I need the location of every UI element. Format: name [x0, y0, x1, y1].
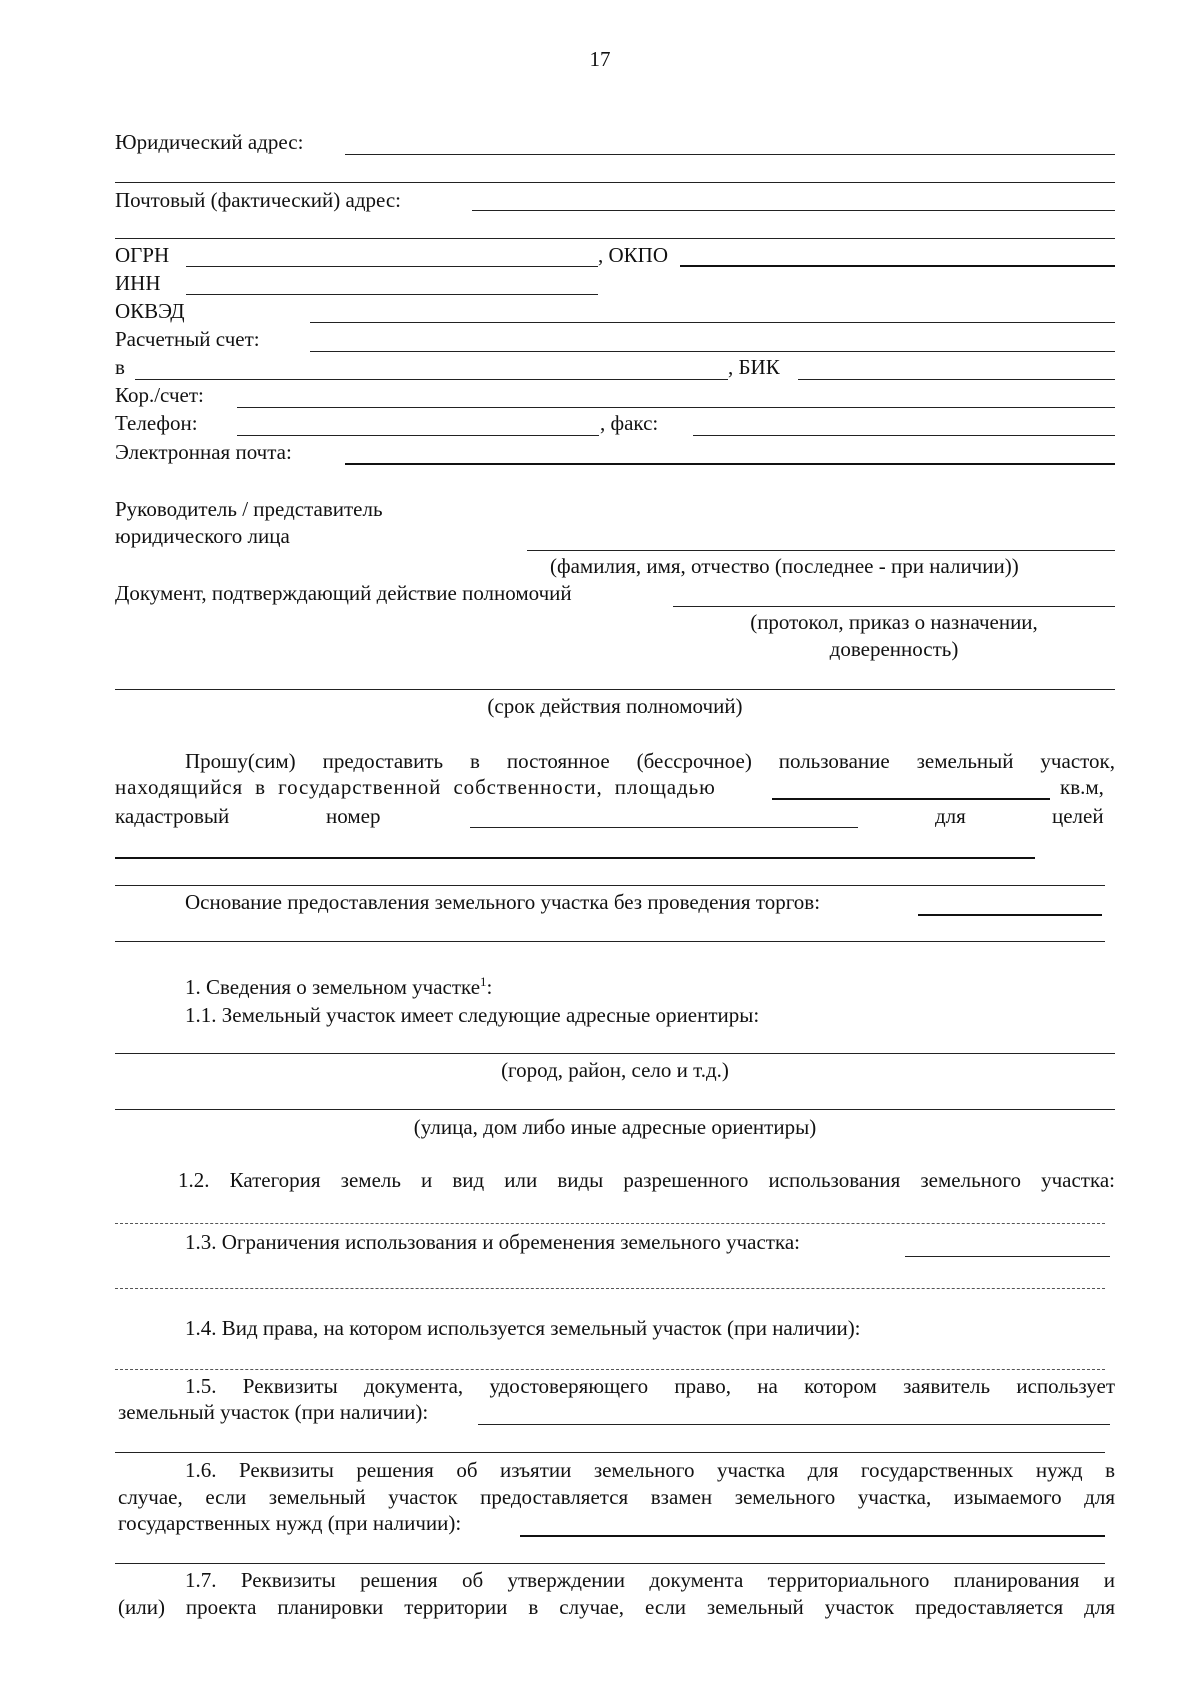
ogrn-line[interactable]: [186, 266, 598, 267]
corr-account-line[interactable]: [237, 407, 1115, 408]
city-line[interactable]: [115, 1053, 1115, 1054]
section-1-title: [185, 975, 492, 999]
ogrn-label: ОГРН: [115, 243, 170, 267]
legal-address-line[interactable]: [345, 154, 1115, 155]
section-1-4: 1.4. Вид права, на котором используется земельный участок (при наличии):: [185, 1316, 861, 1340]
phone-label: Телефон:: [115, 411, 198, 435]
postal-address-line[interactable]: [472, 210, 1115, 211]
section-1-2: 1.2. Категория земель и вид или виды разрешенного использования земельного участка:: [178, 1168, 1115, 1192]
basis-line[interactable]: [918, 914, 1102, 916]
authority-doc-label: Документ, подтверждающий действие полномочий: [115, 581, 572, 605]
legal-address-label: Юридический адрес:: [115, 130, 304, 154]
section-1-6-line-3: государственных нужд (при наличии):: [118, 1511, 462, 1535]
bank-label: в: [115, 355, 125, 379]
basis-label: Основание предоставления земельного участка без проведения торгов:: [185, 890, 821, 914]
request-line-1: Прошу(сим) предоставить в постоянное (бессрочное) пользование земельный участок,: [185, 749, 1115, 773]
authority-doc-hint-1: (протокол, приказ о назначении,: [750, 610, 1038, 634]
section-1-7-line-2: (или) проекта планировки территории в случае, если земельный участок предоставляется для: [118, 1595, 1115, 1619]
city-hint: (город, район, село и т.д.): [501, 1058, 729, 1082]
email-label: Электронная почта:: [115, 440, 292, 464]
area-line[interactable]: [772, 798, 1050, 800]
section-1-4-line[interactable]: [115, 1369, 1105, 1370]
section-1-1: 1.1. Земельный участок имеет следующие адресные ориентиры:: [185, 1003, 760, 1027]
section-1-3-line-2[interactable]: [115, 1288, 1105, 1289]
representative-name-hint: (фамилия, имя, отчество (последнее - при наличии)): [550, 554, 1019, 578]
cadastral-label: кадастровый: [115, 804, 230, 828]
purpose-line[interactable]: [115, 857, 1035, 859]
section-1-5-line-1: 1.5. Реквизиты документа, удостоверяющего право, на котором заявитель использует: [185, 1374, 1115, 1398]
representative-label-1: Руководитель / представитель: [115, 497, 383, 521]
bank-line[interactable]: [135, 379, 728, 380]
area-unit: кв.м,: [1060, 775, 1104, 799]
postal-address-line-2[interactable]: [115, 238, 1115, 239]
purpose-label: целей: [1052, 804, 1104, 828]
section-1-title-text: 1. Сведения о земельном участке: [185, 975, 481, 999]
request-line-2-text: находящийся в государственной собственности, площадью: [115, 775, 716, 799]
street-line[interactable]: [115, 1109, 1115, 1110]
section-1-3-line[interactable]: [905, 1256, 1110, 1257]
section-1-2-line[interactable]: [115, 1223, 1105, 1224]
street-hint: (улица, дом либо иные адресные ориентиры): [413, 1115, 817, 1139]
basis-line-2[interactable]: [115, 941, 1105, 942]
representative-label-2: юридического лица: [115, 524, 290, 548]
for-label: для: [935, 804, 966, 828]
section-1-5-field-line[interactable]: [478, 1424, 1110, 1425]
section-1-7-line-1: 1.7. Реквизиты решения об утверждении документа территориального планирования и: [185, 1568, 1115, 1592]
authority-doc-hint-2: доверенность): [829, 637, 959, 661]
purpose-line-2[interactable]: [115, 885, 1105, 886]
representative-name-line[interactable]: [527, 550, 1115, 551]
legal-address-line-2[interactable]: [115, 182, 1115, 183]
phone-line[interactable]: [237, 435, 599, 436]
fax-label: , факс:: [600, 411, 659, 435]
cadastral-number-line[interactable]: [470, 827, 858, 828]
okved-line[interactable]: [310, 322, 1115, 323]
section-1-6-field-line[interactable]: [520, 1535, 1105, 1537]
okved-label: ОКВЭД: [115, 299, 185, 323]
okpo-label: , ОКПО: [598, 243, 669, 267]
section-1-5-line-3[interactable]: [115, 1452, 1105, 1453]
authority-term-line[interactable]: [115, 689, 1115, 690]
okpo-line[interactable]: [680, 265, 1115, 267]
authority-term-hint: (срок действия полномочий): [487, 694, 743, 718]
number-label: номер: [326, 804, 381, 828]
section-1-3: 1.3. Ограничения использования и обременения земельного участка:: [185, 1230, 801, 1254]
request-line-2: [115, 775, 1115, 799]
section-1-6-line-2: случае, если земельный участок предоставляется взамен земельного участка, изымаемого для: [118, 1485, 1115, 1509]
corr-account-label: Кор./счет:: [115, 383, 204, 407]
section-1-5-line-2: земельный участок (при наличии):: [118, 1400, 429, 1424]
email-line[interactable]: [345, 463, 1115, 465]
authority-doc-line[interactable]: [673, 606, 1115, 607]
section-1-6-line-1: 1.6. Реквизиты решения об изъятии земельного участка для государственных нужд в: [185, 1458, 1115, 1482]
account-label: Расчетный счет:: [115, 327, 260, 351]
footnote-marker[interactable]: 1: [480, 974, 487, 989]
section-1-6-line-4[interactable]: [115, 1563, 1105, 1564]
inn-label: ИНН: [115, 271, 161, 295]
postal-address-label: Почтовый (фактический) адрес:: [115, 188, 402, 212]
bik-line[interactable]: [798, 379, 1115, 380]
inn-line[interactable]: [186, 294, 598, 295]
fax-line[interactable]: [693, 435, 1115, 436]
page-number: 17: [589, 47, 611, 71]
bik-label: , БИК: [728, 355, 780, 379]
account-line[interactable]: [310, 351, 1115, 352]
section-1-title-colon: :: [486, 975, 493, 999]
